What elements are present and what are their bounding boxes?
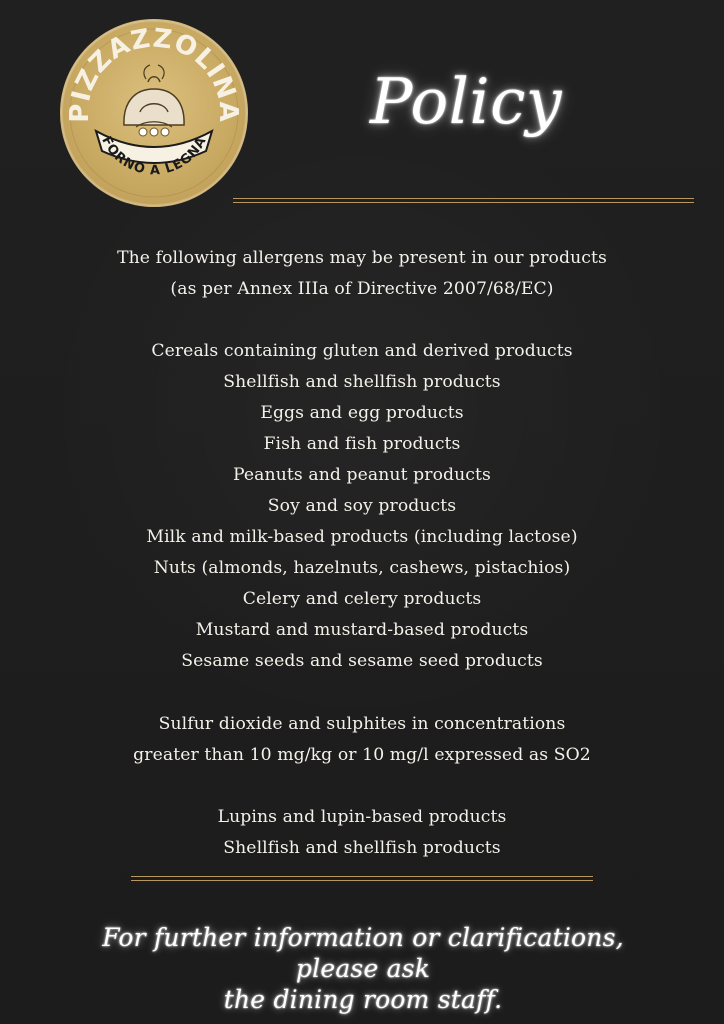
logo-subtitle-text: FORNO A LEGNA	[98, 134, 210, 179]
top-divider	[233, 198, 694, 203]
sulfur-section	[90, 709, 634, 771]
logo-svg	[60, 19, 248, 207]
allergen-item: Celery and celery products	[242, 589, 482, 609]
footer-note-line: For further information or clarifications, please ask	[102, 923, 624, 983]
allergen-item: Soy and soy products	[267, 496, 457, 516]
footer-note	[58, 922, 668, 1015]
bottom-divider	[131, 876, 593, 881]
allergen-item: Eggs and egg products	[260, 403, 464, 423]
extra-allergen-item: Shellfish and shellfish products	[223, 838, 501, 858]
footer-note-line: the dining room staff.	[223, 985, 503, 1014]
allergen-item: Nuts (almonds, hazelnuts, cashews, pistachios)	[153, 558, 571, 578]
extra-allergen-item: Lupins and lupin-based products	[217, 807, 507, 827]
restaurant-logo	[60, 19, 248, 207]
sulfur-line: Sulfur dioxide and sulphites in concentrations	[158, 714, 566, 734]
pizza-oven-icon	[124, 65, 184, 136]
logo-brand-text: PIZZAZZOLINA	[64, 23, 244, 123]
intro-section	[90, 243, 634, 305]
intro-line: (as per Annex IIIa of Directive 2007/68/EC)	[170, 279, 554, 299]
sulfur-line: greater than 10 mg/kg or 10 mg/l expressed as SO2	[133, 745, 591, 765]
allergen-item: Mustard and mustard-based products	[195, 620, 529, 640]
allergen-item: Sesame seeds and sesame seed products	[181, 651, 543, 671]
allergen-list	[90, 336, 634, 677]
allergen-item: Cereals containing gluten and derived products	[151, 341, 573, 361]
allergen-item: Milk and milk-based products (including lactose)	[146, 527, 578, 547]
allergen-item: Fish and fish products	[263, 434, 461, 454]
page-title: Policy	[370, 65, 562, 138]
allergen-item: Shellfish and shellfish products	[223, 372, 501, 392]
intro-line: The following allergens may be present in our products	[117, 248, 607, 268]
allergen-item: Peanuts and peanut products	[233, 465, 491, 485]
extra-allergen-section	[90, 802, 634, 864]
